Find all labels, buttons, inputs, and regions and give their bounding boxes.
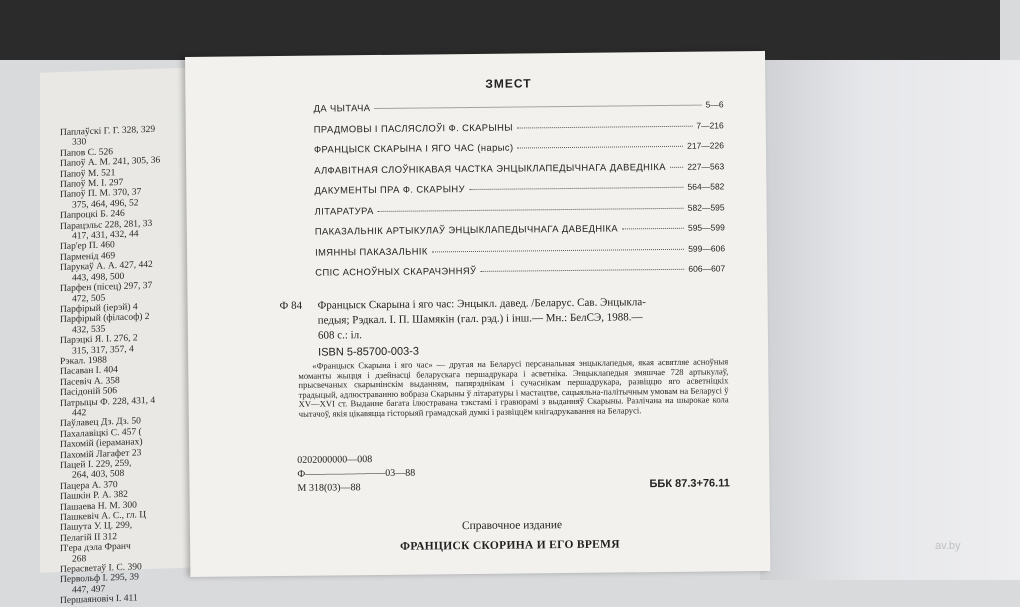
- index-entry: Пашкевіч А. С., гл. Ц: [60, 510, 147, 524]
- catalog-code: Ф 84: [279, 299, 303, 313]
- index-entry: Парфен (пісец) 297, 37: [60, 280, 153, 295]
- code-line: Ф————————03—88: [297, 467, 416, 480]
- annotation-text: «Францыск Скарына і яго час» — другая на Беларусі персанальная энцыклапедыя, якая асвятляе асноўныя моманты жыцця і дзейнасці беларускага першадрукара і асветніка. Энцыклапедыя змяшчае 728 артыкулаў, прысвечаных скарынінскім выданням, папярэднікам і сучаснікам першадрукара, развіццю яго асветніцкіх традыцый, адлюстраванню вобраза Скарыны ў літаратуры і мастацтве, сацыяльна-палітычным умовам на Беларусі ў XV—XVI ст. Выданне багата ілюстравана тэкстамі і гравюрамі з выданняў Скарыны. Разлічана на шырокае кола чытачоў, якія цікавяцца гісторыяй грамадскай думкі і развіццём кнігадрукавання на Беларусі.: [298, 356, 729, 419]
- index-entry: Пахомій Лагафет 23: [60, 447, 142, 461]
- toc-entry-pages: 564—582: [687, 181, 725, 192]
- index-entry: Первольф І. 295, 39: [60, 572, 139, 586]
- right-page: [760, 60, 1020, 580]
- toc-entry-pages: 5—6: [705, 99, 724, 110]
- index-entry: Пар'ер П. 460: [60, 240, 115, 253]
- index-entry: Пашкін Р. А. 382: [60, 489, 128, 503]
- toc-leader-dots: [374, 105, 701, 109]
- toc-entry-pages: 7—216: [696, 119, 724, 131]
- code-line: 0202000000—008: [297, 454, 373, 466]
- toc-leader-dots: [517, 125, 692, 128]
- toc-leader-dots: [622, 228, 684, 230]
- index-entry: 417, 431, 432, 44: [72, 229, 139, 242]
- toc-leader-dots: [432, 248, 684, 252]
- index-entry: 447, 497: [72, 584, 106, 596]
- index-entry: Парменід 469: [60, 251, 116, 263]
- toc-entry-title: ІМЯННЫ ПАКАЗАЛЬНІК: [314, 244, 428, 258]
- index-entry: 442: [72, 408, 87, 419]
- toc-entry-title: ПРАДМОВЫ І ПАСЛЯСЛОЎІ Ф. СКАРЫНЫ: [313, 121, 514, 135]
- index-entry: 264, 403, 508: [72, 469, 125, 482]
- toc-entry-title: АЛФАВІТНАЯ СЛОЎНІКАВАЯ ЧАСТКА ЭНЦЫКЛАПЕДЫЧНАГА ДАВЕДНІКА: [314, 160, 666, 176]
- index-entry: Пелагій ІІ 312: [60, 531, 117, 544]
- index-entry: П'ера дэла Франч: [60, 541, 131, 555]
- reference-title: ФРАНЦИСК СКОРИНА И ЕГО ВРЕМЯ: [400, 538, 620, 553]
- index-entry: Патрыцы Ф. 228, 431, 4: [60, 395, 156, 409]
- toc-entry-title: ДА ЧЫТАЧА: [313, 102, 371, 114]
- index-entry: Рэкал. 1988: [60, 355, 107, 368]
- toc-entry-pages: 606—607: [688, 263, 726, 274]
- index-entry: Пасаван І. 404: [60, 365, 118, 378]
- code-line: М 318(03)—88: [297, 482, 361, 494]
- catalog-record: [280, 294, 720, 344]
- index-entry: 268: [72, 553, 87, 565]
- toc-entry-pages: 599—606: [688, 242, 726, 254]
- contents-page: [185, 51, 770, 577]
- isbn: ISBN 5-85700-003-3: [318, 345, 420, 359]
- toc-entry-title: СПІС АСНОЎНЫХ СКАРАЧЭННЯЎ: [315, 264, 477, 278]
- index-entry: 432, 535: [72, 324, 106, 336]
- background-dark-area: [0, 0, 1000, 60]
- toc-leader-dots: [480, 269, 684, 272]
- index-entry: 472, 505: [72, 293, 106, 305]
- index-entry: 315, 317, 357, 4: [72, 344, 134, 357]
- watermark: av.by: [935, 540, 961, 552]
- index-entry: Пацей І. 229, 259,: [60, 458, 132, 472]
- toc-entry-title: ФРАНЦЫСК СКАРЫНА І ЯГО ЧАС (нарыс): [313, 141, 514, 155]
- bbk-code: ББК 87.3+76.11: [649, 477, 730, 491]
- toc-entry-pages: 217—226: [687, 140, 725, 151]
- toc-entry-title: ДАКУМЕНТЫ ПРА Ф. СКАРЫНУ: [314, 183, 465, 196]
- index-entry: Парукаў А. А. 427, 442: [60, 260, 153, 274]
- index-entry: Пахомій (іераманах): [60, 437, 143, 451]
- left-page-index: [40, 67, 200, 607]
- index-entry: Парфірый (іерэй) 4: [60, 302, 138, 316]
- index-entry: Парэцкі Я. І. 276, 2: [60, 333, 138, 347]
- index-entry: Першаяновіч І. 411: [60, 593, 138, 607]
- index-entry: Папов С. 526: [60, 147, 113, 159]
- index-entry: Парфірый (філасоф) 2: [60, 312, 150, 326]
- catalog-line: 608 с.: іл.: [317, 329, 362, 342]
- toc-leader-dots: [517, 146, 683, 149]
- index-entry: Пахалавіцкі С. 457 (: [60, 427, 142, 440]
- index-entry: Паўлавец Дз. Дз. 50: [60, 416, 141, 430]
- index-entry: Пацера А. 370: [60, 479, 118, 492]
- index-entry: Папоў П. М. 370, 37: [60, 187, 142, 201]
- catalog-line: педыя; Рэдкал. І. П. Шамякін (гал. рэд.) і інш.— Мн.: БелСЭ, 1988.—: [317, 311, 643, 327]
- index-entry: Папоў М. 521: [60, 167, 116, 180]
- toc-entry-pages: 595—599: [687, 222, 725, 233]
- index-entry: Пасідоній 506: [60, 386, 117, 399]
- index-entry: Паплаўскі Г. Г. 328, 329: [60, 124, 156, 139]
- index-entry: Перасветаў І. С. 390: [60, 562, 142, 576]
- catalog-line: Францыск Скарына і яго час: Энцыкл. давед. /Беларус. Сав. Энцыкла-: [317, 296, 646, 312]
- index-entry: Пашута У. Ц. 299,: [60, 521, 133, 534]
- contents-heading: ЗМЕСТ: [485, 76, 532, 91]
- toc-leader-dots: [378, 207, 684, 211]
- index-entry: Папоў А. М. 241, 305, 36: [60, 155, 161, 170]
- toc-entry-pages: 227—563: [687, 160, 725, 172]
- index-entry: Папроцкі Б. 246: [60, 209, 125, 222]
- index-entry: Пашаева Н. М. 300: [60, 500, 137, 513]
- publication-codes: [297, 453, 415, 496]
- toc-entry-pages: 582—595: [687, 201, 725, 213]
- index-entry: Папоў М. І. 297: [60, 177, 124, 191]
- reference-label: Справочное издание: [461, 519, 563, 533]
- index-entry: 375, 464, 496, 52: [72, 198, 139, 211]
- table-of-contents: [313, 98, 725, 287]
- index-entry: 443, 498, 500: [72, 271, 125, 284]
- toc-entry: [315, 262, 725, 287]
- toc-entry-title: ЛІТАРАТУРА: [314, 204, 374, 217]
- toc-entry-title: ПАКАЗАЛЬНІК АРТЫКУЛАЎ ЭНЦЫКЛАПЕДЫЧНАГА ДАВЕДНІКА: [314, 222, 619, 237]
- toc-leader-dots: [469, 187, 684, 190]
- toc-leader-dots: [670, 166, 683, 167]
- index-entry: Парацэльс 228, 281, 33: [60, 218, 153, 232]
- index-entry: Пасевіч А. 358: [60, 375, 120, 388]
- index-entry: 330: [72, 137, 87, 149]
